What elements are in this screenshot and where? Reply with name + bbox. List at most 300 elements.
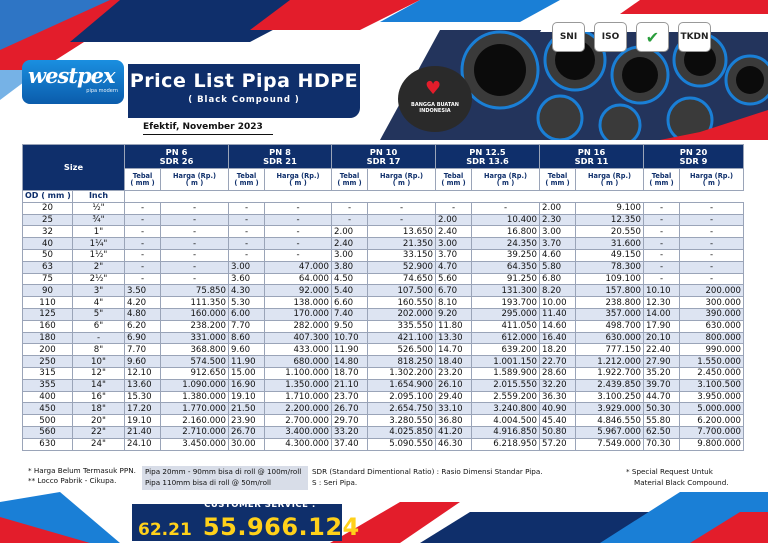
od-cell: 20 [23, 202, 73, 214]
tebal-cell: - [229, 249, 265, 261]
harga-cell: - [680, 202, 744, 214]
tebal-cell: - [125, 214, 161, 226]
tebal-cell: 26.10 [436, 379, 472, 391]
inch-header: Inch [73, 191, 125, 203]
tebal-cell: 20.10 [644, 332, 680, 344]
tebal-header: Tebal ( mm ) [125, 169, 161, 191]
harga-cell: 2.559.200 [472, 391, 540, 403]
tebal-cell: 12.30 [644, 297, 680, 309]
tebal-cell: 10.70 [332, 332, 368, 344]
harga-cell: 64.000 [265, 273, 332, 285]
table-row [23, 308, 744, 320]
tebal-cell: 3.70 [540, 238, 576, 250]
tebal-cell: 29.70 [332, 415, 368, 427]
effective-date: Efektif, November 2023 [143, 122, 263, 132]
header-spacer [125, 191, 744, 203]
tebal-cell: 2.40 [332, 238, 368, 250]
footer-decoration [0, 492, 768, 543]
inch-cell: 20" [73, 415, 125, 427]
od-header: OD ( mm ) [23, 191, 73, 203]
customer-service-label: CUSTOMER SERVICE : [204, 500, 316, 510]
table-row [23, 379, 744, 391]
tebal-cell: - [125, 238, 161, 250]
badge-text: BANGGA BUATAN INDONESIA [411, 102, 459, 114]
od-cell: 50 [23, 249, 73, 261]
harga-cell: 639.200 [472, 344, 540, 356]
tebal-cell: 4.80 [125, 308, 161, 320]
harga-cell: - [161, 202, 229, 214]
sni-icon: SNI [552, 22, 585, 52]
group-header-pn20: PN 20 SDR 9 [644, 145, 744, 169]
harga-cell: 433.000 [265, 344, 332, 356]
harga-cell: 16.800 [472, 226, 540, 238]
harga-cell: - [265, 226, 332, 238]
tebal-cell: 3.80 [332, 261, 368, 273]
check-icon: ✔ [636, 22, 669, 52]
table-row [23, 356, 744, 368]
tebal-cell: 6.70 [436, 285, 472, 297]
price-table [22, 144, 744, 451]
harga-cell: 526.500 [368, 344, 436, 356]
harga-cell: 2.700.000 [265, 415, 332, 427]
tebal-cell: - [644, 273, 680, 285]
tebal-cell: 6.20 [125, 320, 161, 332]
tebal-cell: 22.40 [644, 344, 680, 356]
harga-cell: 1.302.200 [368, 367, 436, 379]
tebal-cell: - [229, 202, 265, 214]
inch-cell: 2" [73, 261, 125, 273]
tebal-cell: - [644, 238, 680, 250]
harga-cell: 3.100.250 [576, 391, 644, 403]
harga-cell: 7.549.000 [576, 438, 644, 450]
od-cell: 400 [23, 391, 73, 403]
harga-cell: - [265, 202, 332, 214]
harga-cell: 2.095.100 [368, 391, 436, 403]
od-cell: 450 [23, 403, 73, 415]
harga-cell: 1.550.000 [680, 356, 744, 368]
harga-header: Harga (Rp.) ( m ) [680, 169, 744, 191]
harga-cell: 1.654.900 [368, 379, 436, 391]
od-cell: 630 [23, 438, 73, 450]
od-cell: 125 [23, 308, 73, 320]
tebal-cell: 2.00 [540, 202, 576, 214]
harga-cell: 2.160.000 [161, 415, 229, 427]
harga-cell: 498.700 [576, 320, 644, 332]
harga-cell: 612.000 [472, 332, 540, 344]
harga-cell: 357.000 [576, 308, 644, 320]
tebal-cell: 5.60 [436, 273, 472, 285]
tebal-cell: 9.60 [229, 344, 265, 356]
tebal-cell: 46.30 [436, 438, 472, 450]
tebal-cell: 7.70 [125, 344, 161, 356]
harga-cell: 800.000 [680, 332, 744, 344]
harga-cell: 630.000 [576, 332, 644, 344]
tebal-cell: 16.40 [540, 332, 576, 344]
od-cell: 32 [23, 226, 73, 238]
inch-cell: ½" [73, 202, 125, 214]
harga-cell: 202.000 [368, 308, 436, 320]
harga-cell: - [680, 214, 744, 226]
tebal-cell: 3.60 [229, 273, 265, 285]
tebal-header: Tebal ( mm ) [229, 169, 265, 191]
harga-cell: 4.025.850 [368, 426, 436, 438]
harga-cell: 2.439.850 [576, 379, 644, 391]
page-subtitle: ( Black Compound ) [188, 95, 300, 105]
od-cell: 355 [23, 379, 73, 391]
tebal-cell: - [332, 214, 368, 226]
tebal-cell: 18.40 [436, 356, 472, 368]
brand-tagline: pipa modern [86, 88, 118, 94]
tebal-header: Tebal ( mm ) [332, 169, 368, 191]
tebal-header: Tebal ( mm ) [644, 169, 680, 191]
tebal-cell: 40.90 [540, 403, 576, 415]
harga-cell: 1.589.900 [472, 367, 540, 379]
harga-cell: 282.000 [265, 320, 332, 332]
harga-cell: 300.000 [680, 297, 744, 309]
tebal-cell: - [125, 226, 161, 238]
note-roll-2: Pipa 110mm bisa di roll @ 50m/roll [145, 478, 271, 487]
harga-cell: 6.200.000 [680, 415, 744, 427]
harga-cell: 109.100 [576, 273, 644, 285]
tebal-cell: 33.10 [436, 403, 472, 415]
harga-cell: 3.240.800 [472, 403, 540, 415]
tebal-cell: 2.00 [436, 214, 472, 226]
harga-cell: 193.700 [472, 297, 540, 309]
tebal-cell: 9.50 [332, 320, 368, 332]
tebal-cell: - [125, 249, 161, 261]
harga-cell: 21.350 [368, 238, 436, 250]
tkdn-icon: TKDN [678, 22, 711, 52]
harga-cell: 92.000 [265, 285, 332, 297]
harga-cell: 170.000 [265, 308, 332, 320]
harga-cell: 1.770.000 [161, 403, 229, 415]
harga-cell: 91.250 [472, 273, 540, 285]
harga-cell: 47.000 [265, 261, 332, 273]
tebal-cell: 12.10 [125, 367, 161, 379]
harga-cell: 107.500 [368, 285, 436, 297]
harga-cell: 4.300.000 [265, 438, 332, 450]
group-header-pn16: PN 16 SDR 11 [540, 145, 644, 169]
od-cell: 110 [23, 297, 73, 309]
harga-cell: 3.100.500 [680, 379, 744, 391]
note-roll-1: Pipa 20mm - 90mm bisa di roll @ 100m/roll [145, 467, 302, 476]
harga-cell: 1.001.150 [472, 356, 540, 368]
tebal-cell: 8.20 [540, 285, 576, 297]
tebal-cell: 19.10 [229, 391, 265, 403]
tebal-cell: 14.00 [644, 308, 680, 320]
tebal-cell: 36.30 [540, 391, 576, 403]
table-row [23, 214, 744, 226]
tebal-cell: 26.70 [332, 403, 368, 415]
tebal-cell: 44.70 [644, 391, 680, 403]
table-row [23, 426, 744, 438]
tebal-cell: 11.80 [436, 320, 472, 332]
od-cell: 40 [23, 238, 73, 250]
harga-cell: 3.950.000 [680, 391, 744, 403]
harga-cell: 1.350.000 [265, 379, 332, 391]
harga-cell: 157.800 [576, 285, 644, 297]
harga-cell: 78.300 [576, 261, 644, 273]
harga-cell: 24.350 [472, 238, 540, 250]
tebal-header: Tebal ( mm ) [436, 169, 472, 191]
tebal-cell: 2.00 [332, 226, 368, 238]
harga-cell: 680.000 [265, 356, 332, 368]
harga-cell: 390.000 [680, 308, 744, 320]
tebal-header: Tebal ( mm ) [540, 169, 576, 191]
harga-cell: 9.100 [576, 202, 644, 214]
harga-cell: - [680, 261, 744, 273]
tebal-cell: 2.30 [540, 214, 576, 226]
harga-cell: 74.650 [368, 273, 436, 285]
harga-cell: 4.846.550 [576, 415, 644, 427]
harga-cell: 238.800 [576, 297, 644, 309]
table-row [23, 332, 744, 344]
harga-cell: 3.280.550 [368, 415, 436, 427]
tebal-cell: 6.60 [332, 297, 368, 309]
harga-cell: 990.000 [680, 344, 744, 356]
od-cell: 200 [23, 344, 73, 356]
tebal-cell: 17.20 [125, 403, 161, 415]
table-row [23, 285, 744, 297]
tebal-cell: 24.10 [125, 438, 161, 450]
tebal-cell: 33.20 [332, 426, 368, 438]
tebal-cell: 13.60 [125, 379, 161, 391]
harga-cell: 39.250 [472, 249, 540, 261]
inch-cell: 4" [73, 297, 125, 309]
harga-cell: 131.300 [472, 285, 540, 297]
tebal-cell: 4.20 [125, 297, 161, 309]
harga-cell: - [161, 226, 229, 238]
table-row [23, 238, 744, 250]
harga-cell: 1.922.700 [576, 367, 644, 379]
harga-cell: 138.000 [265, 297, 332, 309]
tebal-cell: 7.70 [229, 320, 265, 332]
tebal-cell: 26.70 [229, 426, 265, 438]
harga-cell: 912.650 [161, 367, 229, 379]
inch-cell: 3" [73, 285, 125, 297]
inch-cell: ¾" [73, 214, 125, 226]
od-cell: 90 [23, 285, 73, 297]
tebal-cell: 10.10 [644, 285, 680, 297]
tebal-cell: 3.50 [125, 285, 161, 297]
harga-cell: - [265, 249, 332, 261]
harga-cell: 3.929.000 [576, 403, 644, 415]
tebal-cell: 11.90 [332, 344, 368, 356]
table-row [23, 344, 744, 356]
tebal-cell: 13.30 [436, 332, 472, 344]
tebal-cell: 19.10 [125, 415, 161, 427]
harga-cell: 9.800.000 [680, 438, 744, 450]
tebal-cell: 57.20 [540, 438, 576, 450]
tebal-cell: 4.70 [436, 261, 472, 273]
tebal-cell: 29.40 [436, 391, 472, 403]
page-title: Price List Pipa HDPE [129, 70, 359, 92]
harga-cell: 1.380.000 [161, 391, 229, 403]
harga-cell: 331.000 [161, 332, 229, 344]
area-code: 62.21 [138, 520, 192, 540]
tebal-cell: - [436, 202, 472, 214]
tebal-cell: 5.80 [540, 261, 576, 273]
inch-cell: 6" [73, 320, 125, 332]
harga-cell: - [265, 238, 332, 250]
tebal-cell: - [332, 202, 368, 214]
harga-cell: 238.200 [161, 320, 229, 332]
harga-cell: 10.400 [472, 214, 540, 226]
westpex-logo [22, 60, 124, 104]
tebal-cell: 39.70 [644, 379, 680, 391]
tebal-cell: 23.70 [332, 391, 368, 403]
harga-cell: - [161, 273, 229, 285]
tebal-cell: 45.40 [540, 415, 576, 427]
tebal-cell: 3.00 [436, 238, 472, 250]
tebal-cell: 10.00 [540, 297, 576, 309]
tebal-cell: 16.90 [229, 379, 265, 391]
tebal-cell: 32.20 [540, 379, 576, 391]
tebal-cell: 50.80 [540, 426, 576, 438]
tebal-cell: 2.40 [436, 226, 472, 238]
tebal-cell: - [125, 273, 161, 285]
table-row [23, 403, 744, 415]
harga-cell: 574.500 [161, 356, 229, 368]
harga-header: Harga (Rp.) ( m ) [472, 169, 540, 191]
footer-shapes [0, 492, 768, 543]
note-special-1: * Special Request Untuk [626, 467, 713, 476]
note-special-2: Material Black Compound. [634, 478, 729, 487]
tebal-cell: 4.30 [229, 285, 265, 297]
inch-cell: 22" [73, 426, 125, 438]
harga-cell: 12.350 [576, 214, 644, 226]
title-box [128, 64, 360, 118]
tebal-cell: 15.00 [229, 367, 265, 379]
od-cell: 25 [23, 214, 73, 226]
harga-cell: 20.550 [576, 226, 644, 238]
harga-cell: 3.400.000 [265, 426, 332, 438]
tebal-cell: 4.50 [332, 273, 368, 285]
tebal-cell: - [644, 261, 680, 273]
tebal-cell: 8.10 [436, 297, 472, 309]
tebal-cell: 62.50 [644, 426, 680, 438]
harga-header: Harga (Rp.) ( m ) [576, 169, 644, 191]
harga-cell: 2.654.750 [368, 403, 436, 415]
table-row [23, 415, 744, 427]
harga-cell: 64.350 [472, 261, 540, 273]
table-row [23, 391, 744, 403]
note-s: S : Seri Pipa. [312, 478, 358, 487]
harga-cell: 4.916.850 [472, 426, 540, 438]
heart-icon: ♥ [425, 78, 442, 99]
harga-cell: 52.900 [368, 261, 436, 273]
tebal-cell: 14.60 [540, 320, 576, 332]
harga-header: Harga (Rp.) ( m ) [368, 169, 436, 191]
tebal-cell: - [644, 214, 680, 226]
tebal-cell: 28.60 [540, 367, 576, 379]
tebal-cell: 6.80 [540, 273, 576, 285]
tebal-cell: - [229, 226, 265, 238]
harga-cell: - [680, 273, 744, 285]
tebal-cell: 18.20 [540, 344, 576, 356]
tebal-cell: 11.40 [540, 308, 576, 320]
tebal-cell: 5.40 [332, 285, 368, 297]
harga-cell: 3.450.000 [161, 438, 229, 450]
note-ppn: * Harga Belum Termasuk PPN. [28, 466, 136, 475]
table-row [23, 297, 744, 309]
harga-cell: - [265, 214, 332, 226]
tebal-cell: 3.00 [540, 226, 576, 238]
harga-cell: 1.090.000 [161, 379, 229, 391]
harga-cell: - [161, 261, 229, 273]
harga-cell: 1.710.000 [265, 391, 332, 403]
tebal-cell: 22.70 [540, 356, 576, 368]
group-header-pn12-5: PN 12.5 SDR 13.6 [436, 145, 540, 169]
harga-cell: 5.090.550 [368, 438, 436, 450]
harga-cell: 411.050 [472, 320, 540, 332]
harga-cell: 777.150 [576, 344, 644, 356]
harga-cell: 4.004.500 [472, 415, 540, 427]
tebal-cell: - [229, 238, 265, 250]
inch-cell: 2½" [73, 273, 125, 285]
group-header-pn10: PN 10 SDR 17 [332, 145, 436, 169]
inch-cell: 14" [73, 379, 125, 391]
tebal-cell: 55.80 [644, 415, 680, 427]
tebal-cell: 4.60 [540, 249, 576, 261]
tebal-cell: 23.20 [436, 367, 472, 379]
harga-cell: 2.710.000 [161, 426, 229, 438]
od-cell: 75 [23, 273, 73, 285]
od-cell: 160 [23, 320, 73, 332]
harga-cell: 111.350 [161, 297, 229, 309]
tebal-cell: 21.50 [229, 403, 265, 415]
harga-cell: 2.015.550 [472, 379, 540, 391]
harga-cell: - [680, 249, 744, 261]
od-cell: 180 [23, 332, 73, 344]
tebal-cell: - [644, 226, 680, 238]
tebal-cell: 9.20 [436, 308, 472, 320]
brand-name: westpex [28, 63, 115, 88]
inch-cell: 1¼" [73, 238, 125, 250]
harga-cell: 421.100 [368, 332, 436, 344]
tebal-cell: - [229, 214, 265, 226]
tebal-cell: 3.70 [436, 249, 472, 261]
bangga-buatan-indonesia-badge [398, 66, 472, 132]
inch-cell: 5" [73, 308, 125, 320]
size-header: Size [23, 145, 125, 191]
od-cell: 560 [23, 426, 73, 438]
harga-cell: - [368, 202, 436, 214]
od-cell: 250 [23, 356, 73, 368]
harga-cell: 75.850 [161, 285, 229, 297]
harga-cell: 368.800 [161, 344, 229, 356]
tebal-cell: 21.40 [125, 426, 161, 438]
od-cell: 315 [23, 367, 73, 379]
effective-underline [143, 134, 273, 135]
group-header-pn6: PN 6 SDR 26 [125, 145, 229, 169]
table-row [23, 320, 744, 332]
inch-cell: 16" [73, 391, 125, 403]
iso-icon: ISO [594, 22, 627, 52]
customer-service-number[interactable] [138, 513, 360, 541]
tebal-cell: 3.00 [332, 249, 368, 261]
harga-cell: 200.000 [680, 285, 744, 297]
tebal-cell: 37.40 [332, 438, 368, 450]
harga-cell: 295.000 [472, 308, 540, 320]
harga-cell: - [161, 214, 229, 226]
tebal-cell: 70.30 [644, 438, 680, 450]
tebal-cell: 11.90 [229, 356, 265, 368]
harga-cell: 2.450.000 [680, 367, 744, 379]
harga-cell: 160.000 [161, 308, 229, 320]
harga-cell: 5.967.000 [576, 426, 644, 438]
tebal-cell: 5.30 [229, 297, 265, 309]
